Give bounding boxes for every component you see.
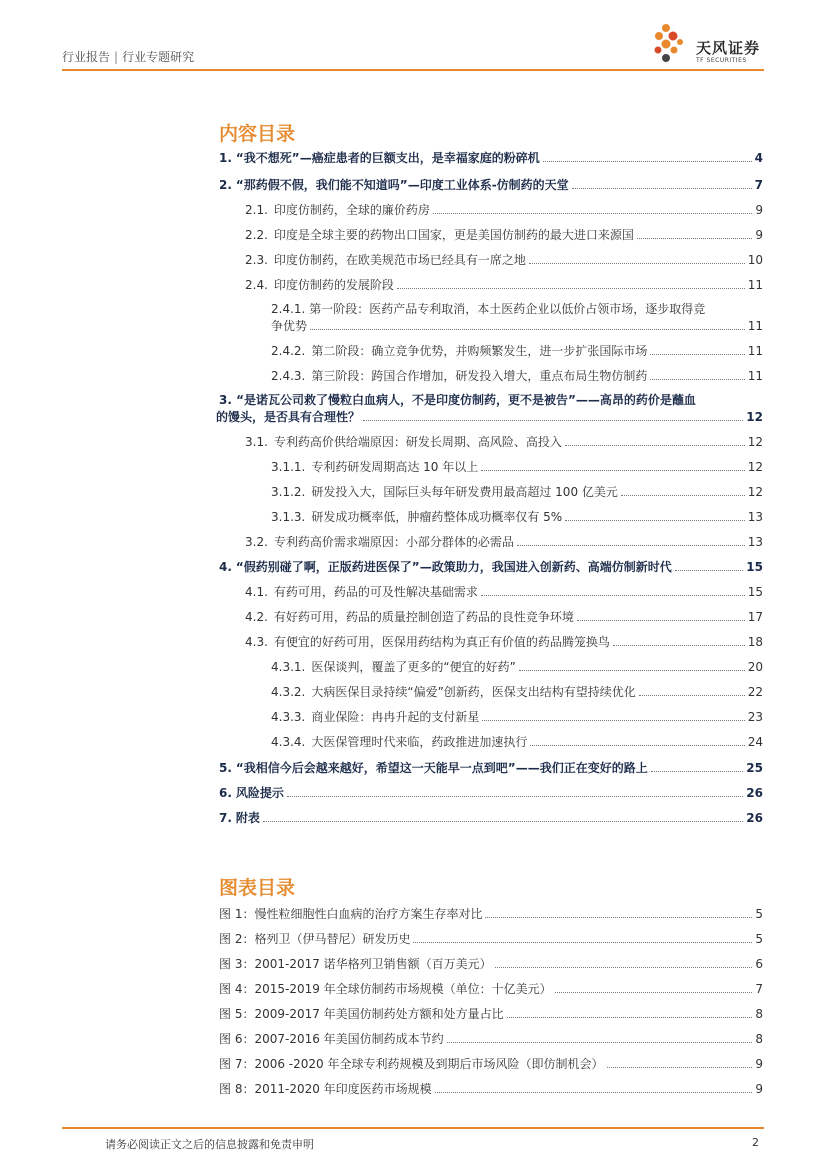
toc-page: 25 bbox=[746, 761, 763, 775]
toc-num: 4.3.1. bbox=[271, 660, 306, 674]
toc-item[interactable] bbox=[219, 684, 763, 700]
toc-page: 26 bbox=[746, 811, 763, 825]
figure-text: 2007-2016 年美国仿制药成本节约 bbox=[254, 1032, 444, 1046]
figure-item[interactable] bbox=[219, 1006, 763, 1022]
figure-label: 图 8： bbox=[219, 1082, 255, 1096]
toc-page: 15 bbox=[746, 560, 763, 574]
toc-text: 专利药高价需求端原因：小部分群体的必需品 bbox=[273, 535, 514, 549]
toc-item[interactable] bbox=[219, 459, 763, 475]
toc-item[interactable] bbox=[219, 534, 763, 550]
toc-item-wrapped[interactable] bbox=[219, 392, 763, 408]
toc-item[interactable] bbox=[219, 709, 763, 725]
toc-num: 1. bbox=[219, 151, 232, 165]
figure-label: 图 7： bbox=[219, 1057, 255, 1071]
toc-page: 13 bbox=[747, 510, 763, 524]
figure-item[interactable] bbox=[219, 1031, 763, 1047]
toc-page: 4 bbox=[754, 151, 763, 165]
figure-text: 2015-2019 年全球仿制药市场规模（单位：十亿美元） bbox=[254, 982, 552, 996]
toc-item[interactable] bbox=[219, 785, 763, 801]
toc-num: 3.1. bbox=[245, 435, 268, 449]
report-type: 行业报告 bbox=[62, 50, 111, 64]
toc-item-wrapped[interactable] bbox=[219, 301, 763, 317]
figure-page: 5 bbox=[755, 907, 763, 921]
figure-item[interactable] bbox=[219, 931, 763, 947]
toc-num: 2.3. bbox=[245, 253, 268, 267]
toc-text: 商业保险：冉冉升起的支付新星 bbox=[311, 710, 480, 724]
toc-page: 26 bbox=[746, 786, 763, 800]
toc-page: 15 bbox=[747, 585, 763, 599]
figure-text: 2009-2017 年美国仿制药处方额和处方量占比 bbox=[254, 1007, 504, 1021]
toc-text: 研发成功概率低，肿瘤药整体成功概率仅有 5% bbox=[311, 510, 563, 524]
toc-item[interactable] bbox=[219, 659, 763, 675]
toc-num: 4.3.3. bbox=[271, 710, 306, 724]
toc-text: “我不想死”—癌症患者的巨额支出，是幸福家庭的粉碎机 bbox=[235, 151, 540, 165]
figure-label: 图 5： bbox=[219, 1007, 255, 1021]
toc-page: 18 bbox=[747, 635, 763, 649]
toc-page: 10 bbox=[747, 253, 763, 267]
toc-page: 11 bbox=[747, 319, 763, 333]
logo-subtitle: TF SECURITIES bbox=[696, 57, 747, 64]
toc-page: 9 bbox=[755, 228, 763, 242]
toc-page: 12 bbox=[747, 460, 763, 474]
toc-num: 4.3.2. bbox=[271, 685, 306, 699]
toc-page: 9 bbox=[755, 203, 763, 217]
toc-text: 印度仿制药，全球的廉价药房 bbox=[273, 203, 430, 217]
toc-num: 4. bbox=[219, 560, 232, 574]
toc-page: 12 bbox=[747, 485, 763, 499]
figure-page: 6 bbox=[755, 957, 763, 971]
toc-text: 的馒头，是否具有合理性？ bbox=[216, 410, 361, 424]
toc-item[interactable] bbox=[219, 202, 763, 218]
toc-num: 2.1. bbox=[245, 203, 268, 217]
toc-item[interactable] bbox=[219, 734, 763, 750]
figure-text: 慢性粒细胞性白血病的治疗方案生存率对比 bbox=[254, 907, 483, 921]
toc-text: 第三阶段：跨国合作增加，研发投入增大，重点布局生物仿制药 bbox=[311, 369, 648, 383]
figure-label: 图 6： bbox=[219, 1032, 255, 1046]
figure-item[interactable] bbox=[219, 906, 763, 922]
figure-item[interactable] bbox=[219, 956, 763, 972]
figure-item[interactable] bbox=[219, 1056, 763, 1072]
toc-text: 研发投入大，国际巨头每年研发费用最高超过 100 亿美元 bbox=[311, 485, 618, 499]
toc-num: 3.1.3. bbox=[271, 510, 306, 524]
toc-item-continuation[interactable] bbox=[219, 318, 763, 334]
toc-title: 内容目录 bbox=[219, 123, 296, 145]
figure-text: 2001-2017 诺华格列卫销售额（百万美元） bbox=[254, 957, 492, 971]
figure-page: 8 bbox=[755, 1032, 763, 1046]
toc-item[interactable] bbox=[219, 227, 763, 243]
toc-item[interactable] bbox=[219, 634, 763, 650]
toc-num: 4.3. bbox=[245, 635, 268, 649]
report-category: 行业专题研究 bbox=[122, 50, 195, 64]
toc-page: 20 bbox=[747, 660, 763, 674]
toc-num: 2.4.3. bbox=[271, 369, 306, 383]
toc-num: 3.2. bbox=[245, 535, 268, 549]
toc-text: 印度是全球主要的药物出口国家，更是美国仿制药的最大进口来源国 bbox=[273, 228, 634, 242]
toc-text: 有药可用，药品的可及性解决基础需求 bbox=[273, 585, 478, 599]
toc-num: 2.4.1. bbox=[271, 302, 306, 316]
toc-page: 17 bbox=[747, 610, 763, 624]
toc-item[interactable] bbox=[219, 434, 763, 450]
toc-item[interactable] bbox=[219, 484, 763, 500]
toc-item[interactable] bbox=[219, 252, 763, 268]
figure-page: 9 bbox=[755, 1057, 763, 1071]
footer-rule bbox=[62, 1127, 764, 1129]
toc-text: 争优势 bbox=[271, 319, 308, 333]
header-separator: | bbox=[114, 50, 119, 64]
toc-num: 3.1.1. bbox=[271, 460, 306, 474]
toc-text: “我相信今后会越来越好，希望这一天能早一点到吧”——我们正在变好的路上 bbox=[235, 761, 648, 775]
toc-page: 12 bbox=[746, 410, 763, 424]
toc-text: 印度仿制药，在欧美规范市场已经具有一席之地 bbox=[273, 253, 526, 267]
toc-num: 7. bbox=[219, 811, 232, 825]
toc-num: 5. bbox=[219, 761, 232, 775]
toc-text: “假药别碰了啊，正版药进医保了”—政策助力，我国进入创新药、高端仿制新时代 bbox=[235, 560, 672, 574]
toc-num: 2.2. bbox=[245, 228, 268, 242]
toc-num: 4.3.4. bbox=[271, 735, 306, 749]
toc-text: 第一阶段：医药产品专利取消，本土医药企业以低价占领市场，逐步取得竞 bbox=[309, 302, 706, 316]
toc-num: 4.2. bbox=[245, 610, 268, 624]
toc-text: 附表 bbox=[235, 811, 260, 825]
toc-item-continuation[interactable] bbox=[216, 409, 763, 425]
toc-page: 11 bbox=[747, 369, 763, 383]
toc-text: 专利药高价供给端原因：研发长周期、高风险、高投入 bbox=[273, 435, 562, 449]
figure-label: 图 2： bbox=[219, 932, 255, 946]
toc-text: “是诺瓦公司救了慢粒白血病人，不是印度仿制药，更不是被告”——高昂的药价是蘸血 bbox=[236, 393, 696, 407]
toc-text: 医保谈判，覆盖了更多的“便宜的好药” bbox=[311, 660, 516, 674]
figure-page: 9 bbox=[755, 1082, 763, 1096]
toc-num: 2. bbox=[219, 178, 232, 192]
toc-item[interactable] bbox=[219, 150, 763, 166]
toc-item[interactable] bbox=[219, 584, 763, 600]
toc-num: 3. bbox=[219, 393, 232, 407]
header-rule bbox=[62, 69, 764, 71]
toc-page: 24 bbox=[747, 735, 763, 749]
toc-text: 第二阶段：确立竞争优势，并购频繁发生，进一步扩张国际市场 bbox=[311, 344, 648, 358]
toc-item[interactable] bbox=[219, 609, 763, 625]
toc-text: 专利药研发周期高达 10 年以上 bbox=[311, 460, 479, 474]
toc-num: 4.1. bbox=[245, 585, 268, 599]
logo-name: 天风证券 bbox=[696, 39, 761, 57]
figure-text: 2006 -2020 年全球专利药规模及到期后市场风险（即仿制机会） bbox=[254, 1057, 604, 1071]
figure-page: 5 bbox=[755, 932, 763, 946]
toc-item[interactable] bbox=[219, 559, 763, 575]
toc-text: 有便宜的好药可用，医保用药结构为真正有价值的药品腾笼换鸟 bbox=[273, 635, 610, 649]
toc-page: 23 bbox=[747, 710, 763, 724]
figure-page: 7 bbox=[755, 982, 763, 996]
toc-num: 6. bbox=[219, 786, 232, 800]
toc-page: 22 bbox=[747, 685, 763, 699]
toc-text: 有好药可用，药品的质量控制创造了药品的良性竞争环境 bbox=[273, 610, 574, 624]
toc-num: 2.4.2. bbox=[271, 344, 306, 358]
figures-title: 图表目录 bbox=[219, 877, 296, 899]
figure-item[interactable] bbox=[219, 1081, 763, 1097]
toc-text: “那药假不假，我们能不知道吗”—印度工业体系-仿制药的天堂 bbox=[235, 178, 569, 192]
toc-item[interactable] bbox=[219, 177, 763, 193]
toc-page: 11 bbox=[747, 278, 763, 292]
figure-text: 格列卫（伊马替尼）研发历史 bbox=[254, 932, 411, 946]
toc-item[interactable] bbox=[219, 760, 763, 776]
toc-page: 12 bbox=[747, 435, 763, 449]
toc-item[interactable] bbox=[219, 277, 763, 293]
footer-disclaimer: 请务必阅读正文之后的信息披露和免责申明 bbox=[105, 1138, 314, 1151]
toc-page: 11 bbox=[747, 344, 763, 358]
toc-page: 7 bbox=[754, 178, 763, 192]
toc-text: 大病医保目录持续“偏爱”创新药，医保支出结构有望持续优化 bbox=[311, 685, 636, 699]
figure-text: 2011-2020 年印度医药市场规模 bbox=[254, 1082, 432, 1096]
toc-num: 2.4. bbox=[245, 278, 268, 292]
toc-item[interactable] bbox=[219, 509, 763, 525]
toc-item[interactable] bbox=[219, 343, 763, 359]
figure-item[interactable] bbox=[219, 981, 763, 997]
figure-label: 图 3： bbox=[219, 957, 255, 971]
toc-text: 大医保管理时代来临，药政推进加速执行 bbox=[311, 735, 528, 749]
toc-page: 13 bbox=[747, 535, 763, 549]
toc-item[interactable] bbox=[219, 368, 763, 384]
toc-text: 风险提示 bbox=[235, 786, 284, 800]
toc-text: 印度仿制药的发展阶段 bbox=[273, 278, 394, 292]
page-number: 2 bbox=[752, 1136, 759, 1149]
figure-label: 图 1： bbox=[219, 907, 255, 921]
toc-num: 3.1.2. bbox=[271, 485, 306, 499]
figure-label: 图 4： bbox=[219, 982, 255, 996]
header-breadcrumb bbox=[62, 48, 194, 65]
figure-page: 8 bbox=[755, 1007, 763, 1021]
toc-item[interactable] bbox=[219, 810, 763, 826]
